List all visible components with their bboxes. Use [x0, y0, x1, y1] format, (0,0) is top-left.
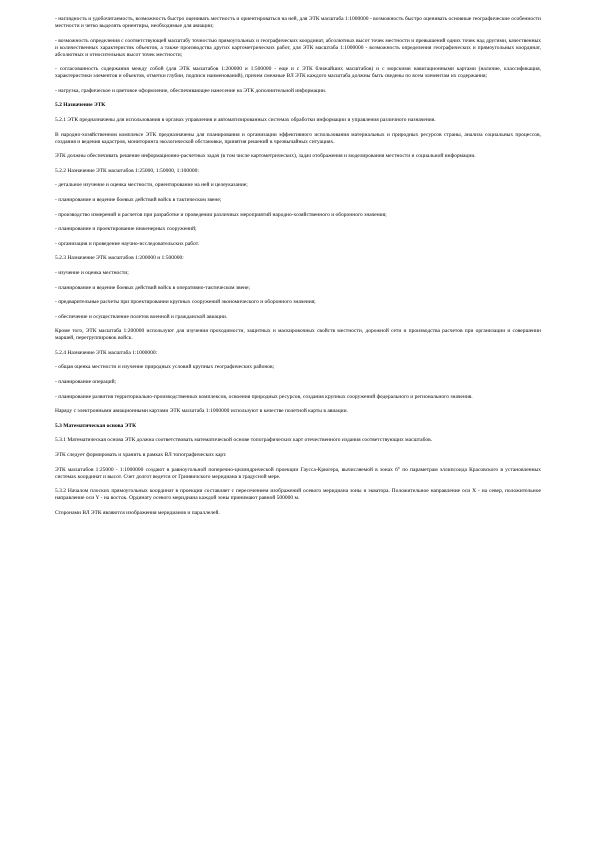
paragraph: Сторонами ВЛ ЭТК являются изображения меридианов и параллелей.: [55, 509, 220, 516]
list-item: - общая оценка местности и изучение природных условий крупных географических районов;: [55, 364, 275, 371]
paragraph: 5.2.1 ЭТК предназначены для использования в органах управления и автоматизированных системах обработки информации и управления различного назначения.: [55, 116, 436, 123]
paragraph: В народно-хозяйственном комплексе ЭТК предназначены для планирования и организации эффективного использования материальных и природных ресурсов страны, анализа социальных процессов, создания и ведения кадастров, мониторинга экологической обстановки, принятия решений в чрезвычайных ситуациях.: [55, 131, 541, 145]
subsection-heading: 5.2.4 Назначение ЭТК масштаба 1:1000000:: [55, 349, 158, 356]
list-item: - изучение и оценка местности;: [55, 269, 129, 276]
list-item: - согласованность содержания между собой (для ЭТК масштабов 1:200000 и 1:500000 - еще и с ЭТК ближайших масштабов) и с морскими навигационными картами (наличие, классификация, характеристики элементов и объектов, отметки глубин, подписи наименований), причем смежные ВЛ ЭТК каждого масштаба должны быть сведены по всем элементам их содержания;: [55, 66, 541, 80]
list-item: - детальное изучение и оценка местности, ориентирование на ней и целеуказание;: [55, 182, 248, 189]
list-item: - обеспечение и осуществление полетов военной и гражданской авиации.: [55, 313, 228, 320]
list-item: - возможность определения с соответствующей масштабу точностью прямоугольных и географических координат, абсолютных высот точек местности и превышений одних точек над другими, качественных и количественных характеристик объектов, а также производства других картометрических работ, для ЭТК масштаба 1:1000000 - возможность определения географических и прямоугольных координат, абсолютных и относительных высот точек местности;: [55, 37, 541, 58]
section-heading: 5.3 Математическая основа ЭТК: [55, 422, 137, 429]
subsection-heading: 5.2.2 Назначение ЭТК масштабов 1:25000, 1:50000, 1:100000:: [55, 167, 199, 174]
list-item: - производство измерений и расчетов при разработке и проведении различных мероприятий народно-хозяйственного и оборонного значения;: [55, 211, 387, 218]
document-page: [55, 16, 541, 524]
list-item: - нагрузка, графическое и цветовое оформление, обеспечивающее нанесение на ЭТК дополнительной информации.: [55, 87, 327, 94]
paragraph: Наряду с электронными авиационными картами ЭТК масштаба 1:1000000 используют в качестве полетной карты в авиации.: [55, 408, 348, 415]
paragraph: ЭТК следует формировать и хранить в рамках ВЛ топографических карт.: [55, 452, 227, 459]
list-item: - организация и проведение научно-исследовательских работ.: [55, 240, 200, 247]
subsection-heading: 5.2.3 Назначение ЭТК масштабов 1:200000 и 1:500000:: [55, 255, 184, 262]
list-item: - планирование и ведение боевых действий войск в оперативно-тактическом звене;: [55, 284, 250, 291]
paragraph: Кроме того, ЭТК масштаба 1:200000 используют для изучения проходимости, защитных и маскировочных свойств местности, дорожной сети и производства расчетов при организации и совершении маршей, перегруппировок войск.: [55, 328, 541, 342]
list-item: - планирование развития территориально-производственных комплексов, освоения природных ресурсов, создания крупных сооружений федерального и регионального значения.: [55, 393, 473, 400]
list-item: - предварительные расчеты при проектировании крупных сооружений экономического и оборонного значения;: [55, 299, 316, 306]
paragraph: ЭТК масштабов 1:25000 - 1:1000000 создают в равноугольной поперечно-цилиндрической проекции Гаусса-Крюгера, вычисляемой в зонах 6° по параметрам эллипсоида Красовского в установленных системах координат и высот. Счет долгот ведется от Гринвичского меридиана в градусной мере.: [55, 466, 541, 480]
list-item: - планирование операций;: [55, 379, 117, 386]
list-item: - наглядность и удобочитаемость, возможность быстро оценивать местность и ориентироваться на ней, для ЭТК масштаба 1:1000000 - возможность быстро оценивать основные географические особенности местности и четко выделять ориентиры, необходимые для авиации;: [55, 16, 541, 29]
list-item: - планирование и проектирование инженерных сооружений;: [55, 226, 197, 233]
paragraph: 5.3.1 Математическая основа ЭТК должна соответствовать математической основе топографических карт отечественного издания соответствующих масштабов.: [55, 437, 433, 444]
section-heading: 5.2 Назначение ЭТК: [55, 102, 106, 109]
paragraph: 5.3.2 Началом плоских прямоугольных координат в проекции составляет с пересечением изображений осевого меридиана зоны и экватора. Положительное направление оси X - на север, положительное направление оси Y - на восток. Ординату осевого меридиана каждой зоны принимают равной 500000 м.: [55, 488, 541, 502]
list-item: - планирование и ведение боевых действий войск в тактическом звене;: [55, 196, 222, 203]
paragraph: ЭТК должны обеспечивать решение информационно-расчетных задач (в том числе картометрических), задач отображения и моделирования местности и социальной информации.: [55, 153, 476, 160]
